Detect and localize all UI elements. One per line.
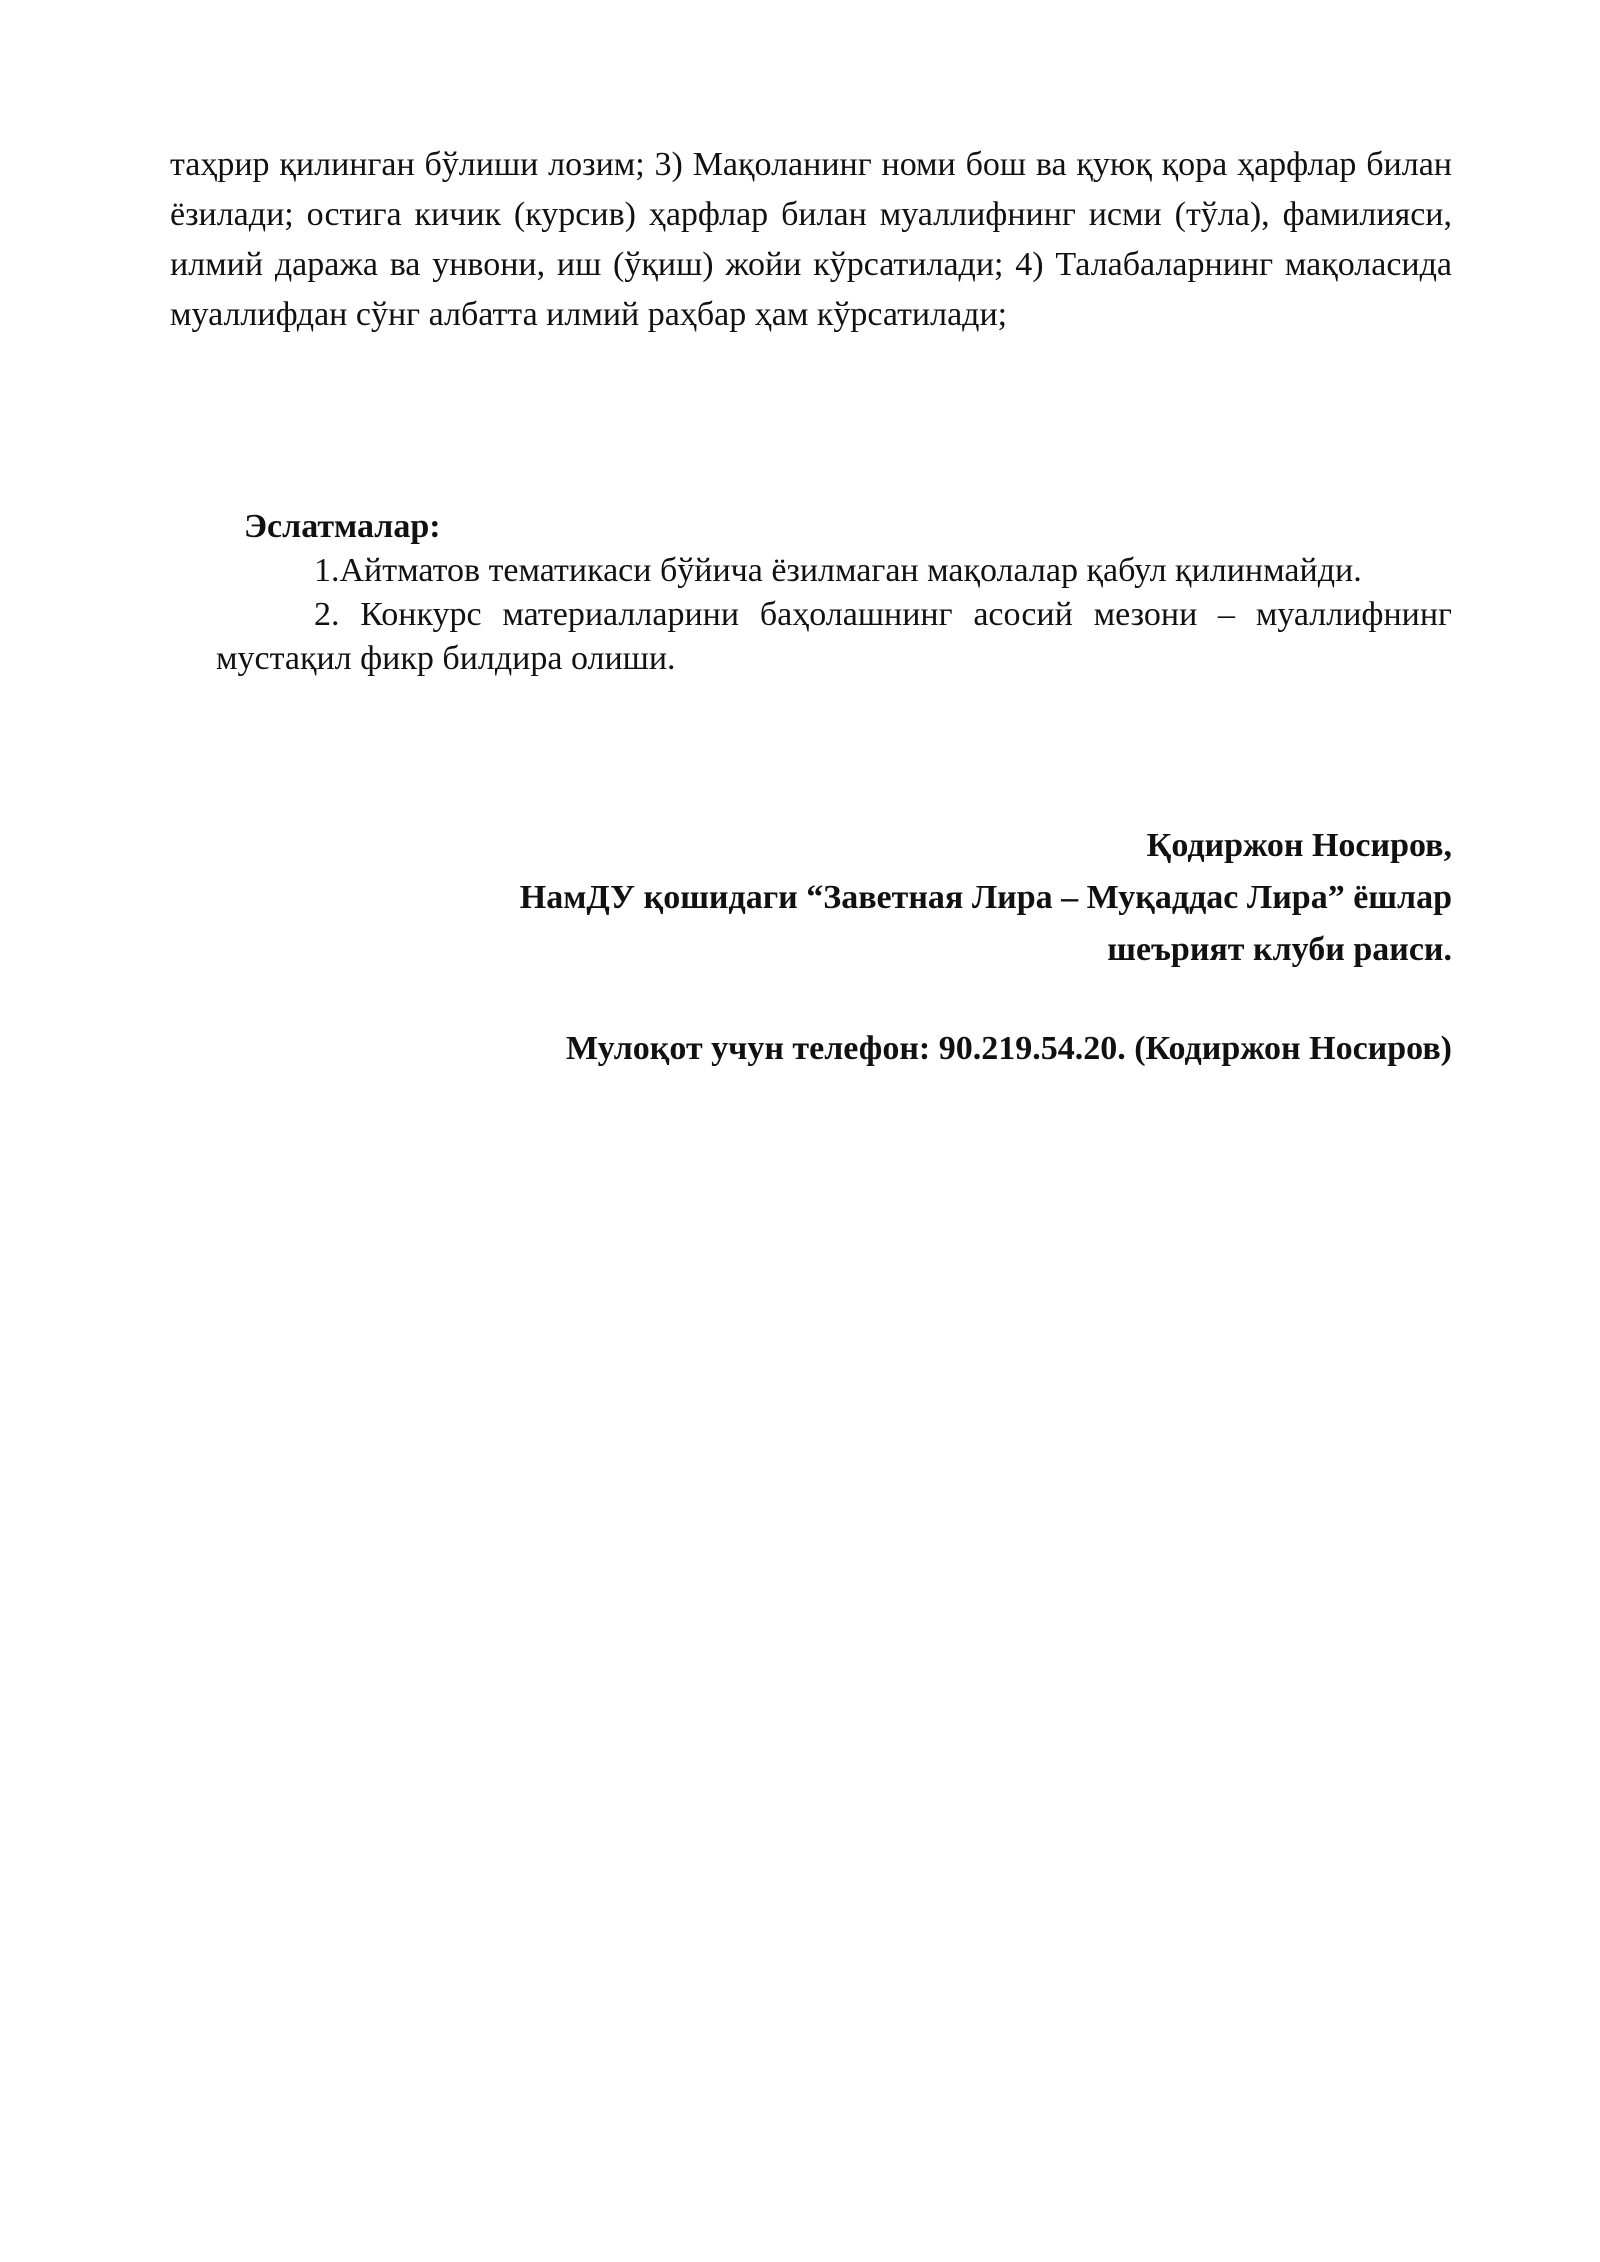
notes-heading: Эслатмалар: (244, 508, 441, 545)
note-item: 1.Айтматов тематикаси бўйича ёзилмаган мақолалар қабул қилинмайди. (314, 552, 1362, 589)
note-item: 2. Конкурс материалларини баҳолашнинг асосий мезони – муаллифнинг мустақил фикр билдира олиши. (216, 596, 1452, 677)
notes-section (218, 505, 1452, 681)
contact-line: Мулоқот учун телефон: 90.219.54.20. (Кодиржон Носиров) (565, 1030, 1452, 1067)
signature-block (252, 820, 1452, 976)
signature-affiliation: НамДУ қошидаги “Заветная Лира – Муқаддас Лира” ёшлар (519, 879, 1452, 916)
signature-name: Қодиржон Носиров, (1146, 827, 1452, 864)
signature-position: шеърият клуби раиси. (1107, 931, 1452, 968)
body-paragraph: таҳрир қилинган бўлиши лозим; 3) Мақоланинг номи бош ва қуюқ қора ҳарфлар билан ёзилади; остига кичик (курсив) ҳарфлар билан муаллифнинг исми (тўла), фамилияси, илмий даража ва унвони, иш (ўқиш) жойи кўрсатилади; 4) Талабаларнинг мақоласида муаллифдан сўнг албатта илмий раҳбар ҳам кўрсатилади; (170, 146, 1452, 333)
